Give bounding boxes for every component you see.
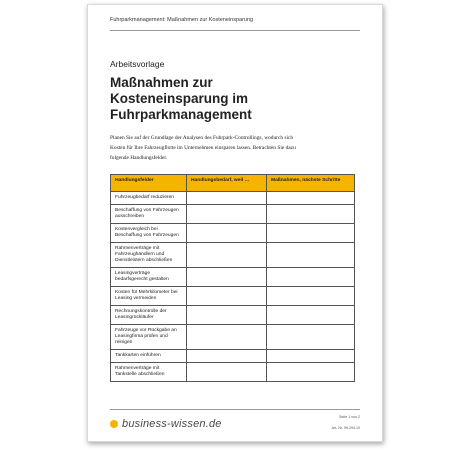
row-label: Tankkarten einführen xyxy=(111,350,187,363)
header-divider xyxy=(110,30,360,31)
need-cell[interactable] xyxy=(187,325,267,350)
table-row xyxy=(111,287,355,306)
table-row xyxy=(111,205,355,224)
table-header-row xyxy=(111,175,355,192)
row-label: Fahrzeuge vor Rückgabe an Leasingfirma prüfen und reinigen xyxy=(111,325,187,350)
row-label: Beschaffung von Fahrzeugen ausschreiben xyxy=(111,205,187,224)
table-row xyxy=(111,243,355,268)
page-title: Maßnahmen zur Kosteneinsparung im Fuhrparkmanagement xyxy=(110,75,252,122)
need-cell[interactable] xyxy=(187,306,267,325)
measures-cell[interactable] xyxy=(267,363,355,382)
document-page xyxy=(87,4,383,442)
document-kicker: Arbeitsvorlage xyxy=(110,59,165,69)
row-label: Rahmenverträge mit Fahrzeughändlern und Dienstleistern abschließen xyxy=(111,243,187,268)
row-label: Kostenvergleich bei Beschaffung von Fahrzeugen xyxy=(111,224,187,243)
need-cell[interactable] xyxy=(187,268,267,287)
measures-cell[interactable] xyxy=(267,192,355,205)
need-cell[interactable] xyxy=(187,287,267,306)
article-number: Art.-Nr. 99.294.10 xyxy=(331,426,360,430)
table-row xyxy=(111,268,355,287)
column-header-measures: Maßnahmen, nächste Schritte xyxy=(267,175,355,192)
worksheet-table xyxy=(110,174,355,382)
column-header-need: Handlungsbedarf, weil … xyxy=(187,175,267,192)
need-cell[interactable] xyxy=(187,363,267,382)
row-label: Leasingverträge bedarfsgerecht gestalten xyxy=(111,268,187,287)
measures-cell[interactable] xyxy=(267,350,355,363)
need-cell[interactable] xyxy=(187,192,267,205)
measures-cell[interactable] xyxy=(267,268,355,287)
measures-cell[interactable] xyxy=(267,287,355,306)
table-row xyxy=(111,224,355,243)
need-cell[interactable] xyxy=(187,205,267,224)
table-row xyxy=(111,306,355,325)
intro-paragraph: Planen Sie auf der Grundlage der Analysen des Fuhrpark-Controllings, wodurch sich Kosten für Ihre Fahrzeugflotte im Unternehmen einsparen lassen. Betrachten Sie dazu folgende Handlungsfelder. xyxy=(110,135,296,161)
row-label: Kosten für Mehrkilometer bei Leasing vermeiden xyxy=(111,287,187,306)
table-row xyxy=(111,363,355,382)
footer-divider xyxy=(110,409,360,410)
row-label: Fuhrzeugbedarf reduzieren xyxy=(111,192,187,205)
measures-cell[interactable] xyxy=(267,224,355,243)
logo-dot-icon xyxy=(110,420,118,428)
measures-cell[interactable] xyxy=(267,325,355,350)
page-header: Fuhrparkmanagement: Maßnahmen zur Kosteneinsparung xyxy=(110,17,254,23)
need-cell[interactable] xyxy=(187,224,267,243)
need-cell[interactable] xyxy=(187,350,267,363)
table-row xyxy=(111,350,355,363)
measures-cell[interactable] xyxy=(267,243,355,268)
measures-cell[interactable] xyxy=(267,205,355,224)
logo-text: business-wissen.de xyxy=(122,418,222,430)
row-label: Rechnungskontrolle der Leasingrückläufer xyxy=(111,306,187,325)
table-row xyxy=(111,192,355,205)
need-cell[interactable] xyxy=(187,243,267,268)
row-label: Rahmenverträge mit Tankstelle abschließen xyxy=(111,363,187,382)
measures-cell[interactable] xyxy=(267,306,355,325)
column-header-fields: Handlungsfelder xyxy=(111,175,187,192)
page-number: Seite 1 von 2 xyxy=(339,415,360,419)
brand-logo xyxy=(110,418,222,430)
table-row xyxy=(111,325,355,350)
